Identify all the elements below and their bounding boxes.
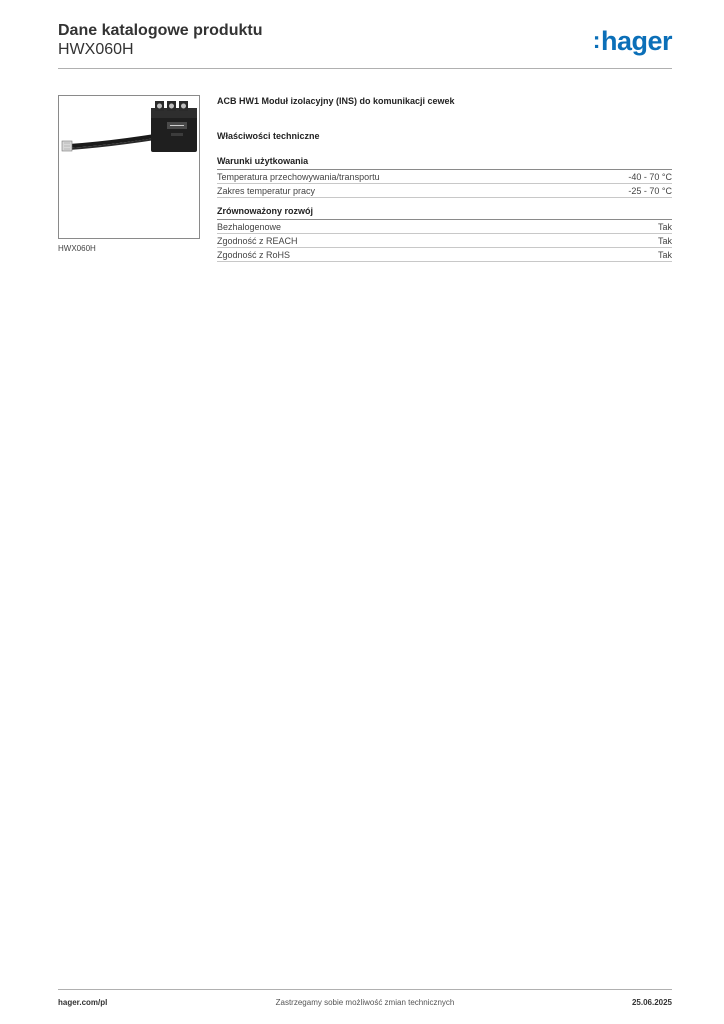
product-image-frame xyxy=(58,95,200,239)
table-row xyxy=(217,248,672,262)
logo-colon-icon: : xyxy=(592,27,600,53)
hager-logo[interactable] xyxy=(593,26,672,55)
page-title: Dane katalogowe produktu xyxy=(58,22,263,39)
table-row xyxy=(217,184,672,198)
row-value: -25 - 70 °C xyxy=(628,186,672,196)
footer-disclaimer: Zastrzegamy sobie możliwość zmian technicznych xyxy=(275,998,455,1007)
row-label: Zgodność z REACH xyxy=(217,236,298,246)
row-label: Temperatura przechowywania/transportu xyxy=(217,172,380,182)
logo-text: hager xyxy=(600,26,672,56)
group-title-sustainability: Zrównoważony rozwój xyxy=(217,206,672,220)
row-label: Zgodność z RoHS xyxy=(217,250,291,260)
header-divider xyxy=(58,68,672,69)
product-title: ACB HW1 Moduł izolacyjny (INS) do komunikacji cewek xyxy=(217,96,455,106)
row-value: -40 - 70 °C xyxy=(628,172,672,182)
section-title: Właściwości techniczne xyxy=(217,131,320,141)
row-label: Zakres temperatur pracy xyxy=(217,186,316,196)
table-row xyxy=(217,220,672,234)
row-value: Tak xyxy=(657,250,672,260)
row-value: Tak xyxy=(657,236,672,246)
table-row xyxy=(217,170,672,184)
image-caption: HWX060H xyxy=(58,244,96,253)
product-details xyxy=(217,96,672,262)
row-value: Tak xyxy=(657,222,672,232)
product-code: HWX060H xyxy=(58,41,134,58)
product-image xyxy=(59,96,199,238)
page-header xyxy=(58,22,672,68)
footer-date: 25.06.2025 xyxy=(631,998,672,1007)
table-row xyxy=(217,234,672,248)
row-label: Bezhalogenowe xyxy=(217,222,282,232)
footer-divider xyxy=(58,989,672,990)
group-title-usage-conditions: Warunki użytkowania xyxy=(217,156,672,170)
footer-website-link[interactable]: hager.com/pl xyxy=(58,998,108,1007)
